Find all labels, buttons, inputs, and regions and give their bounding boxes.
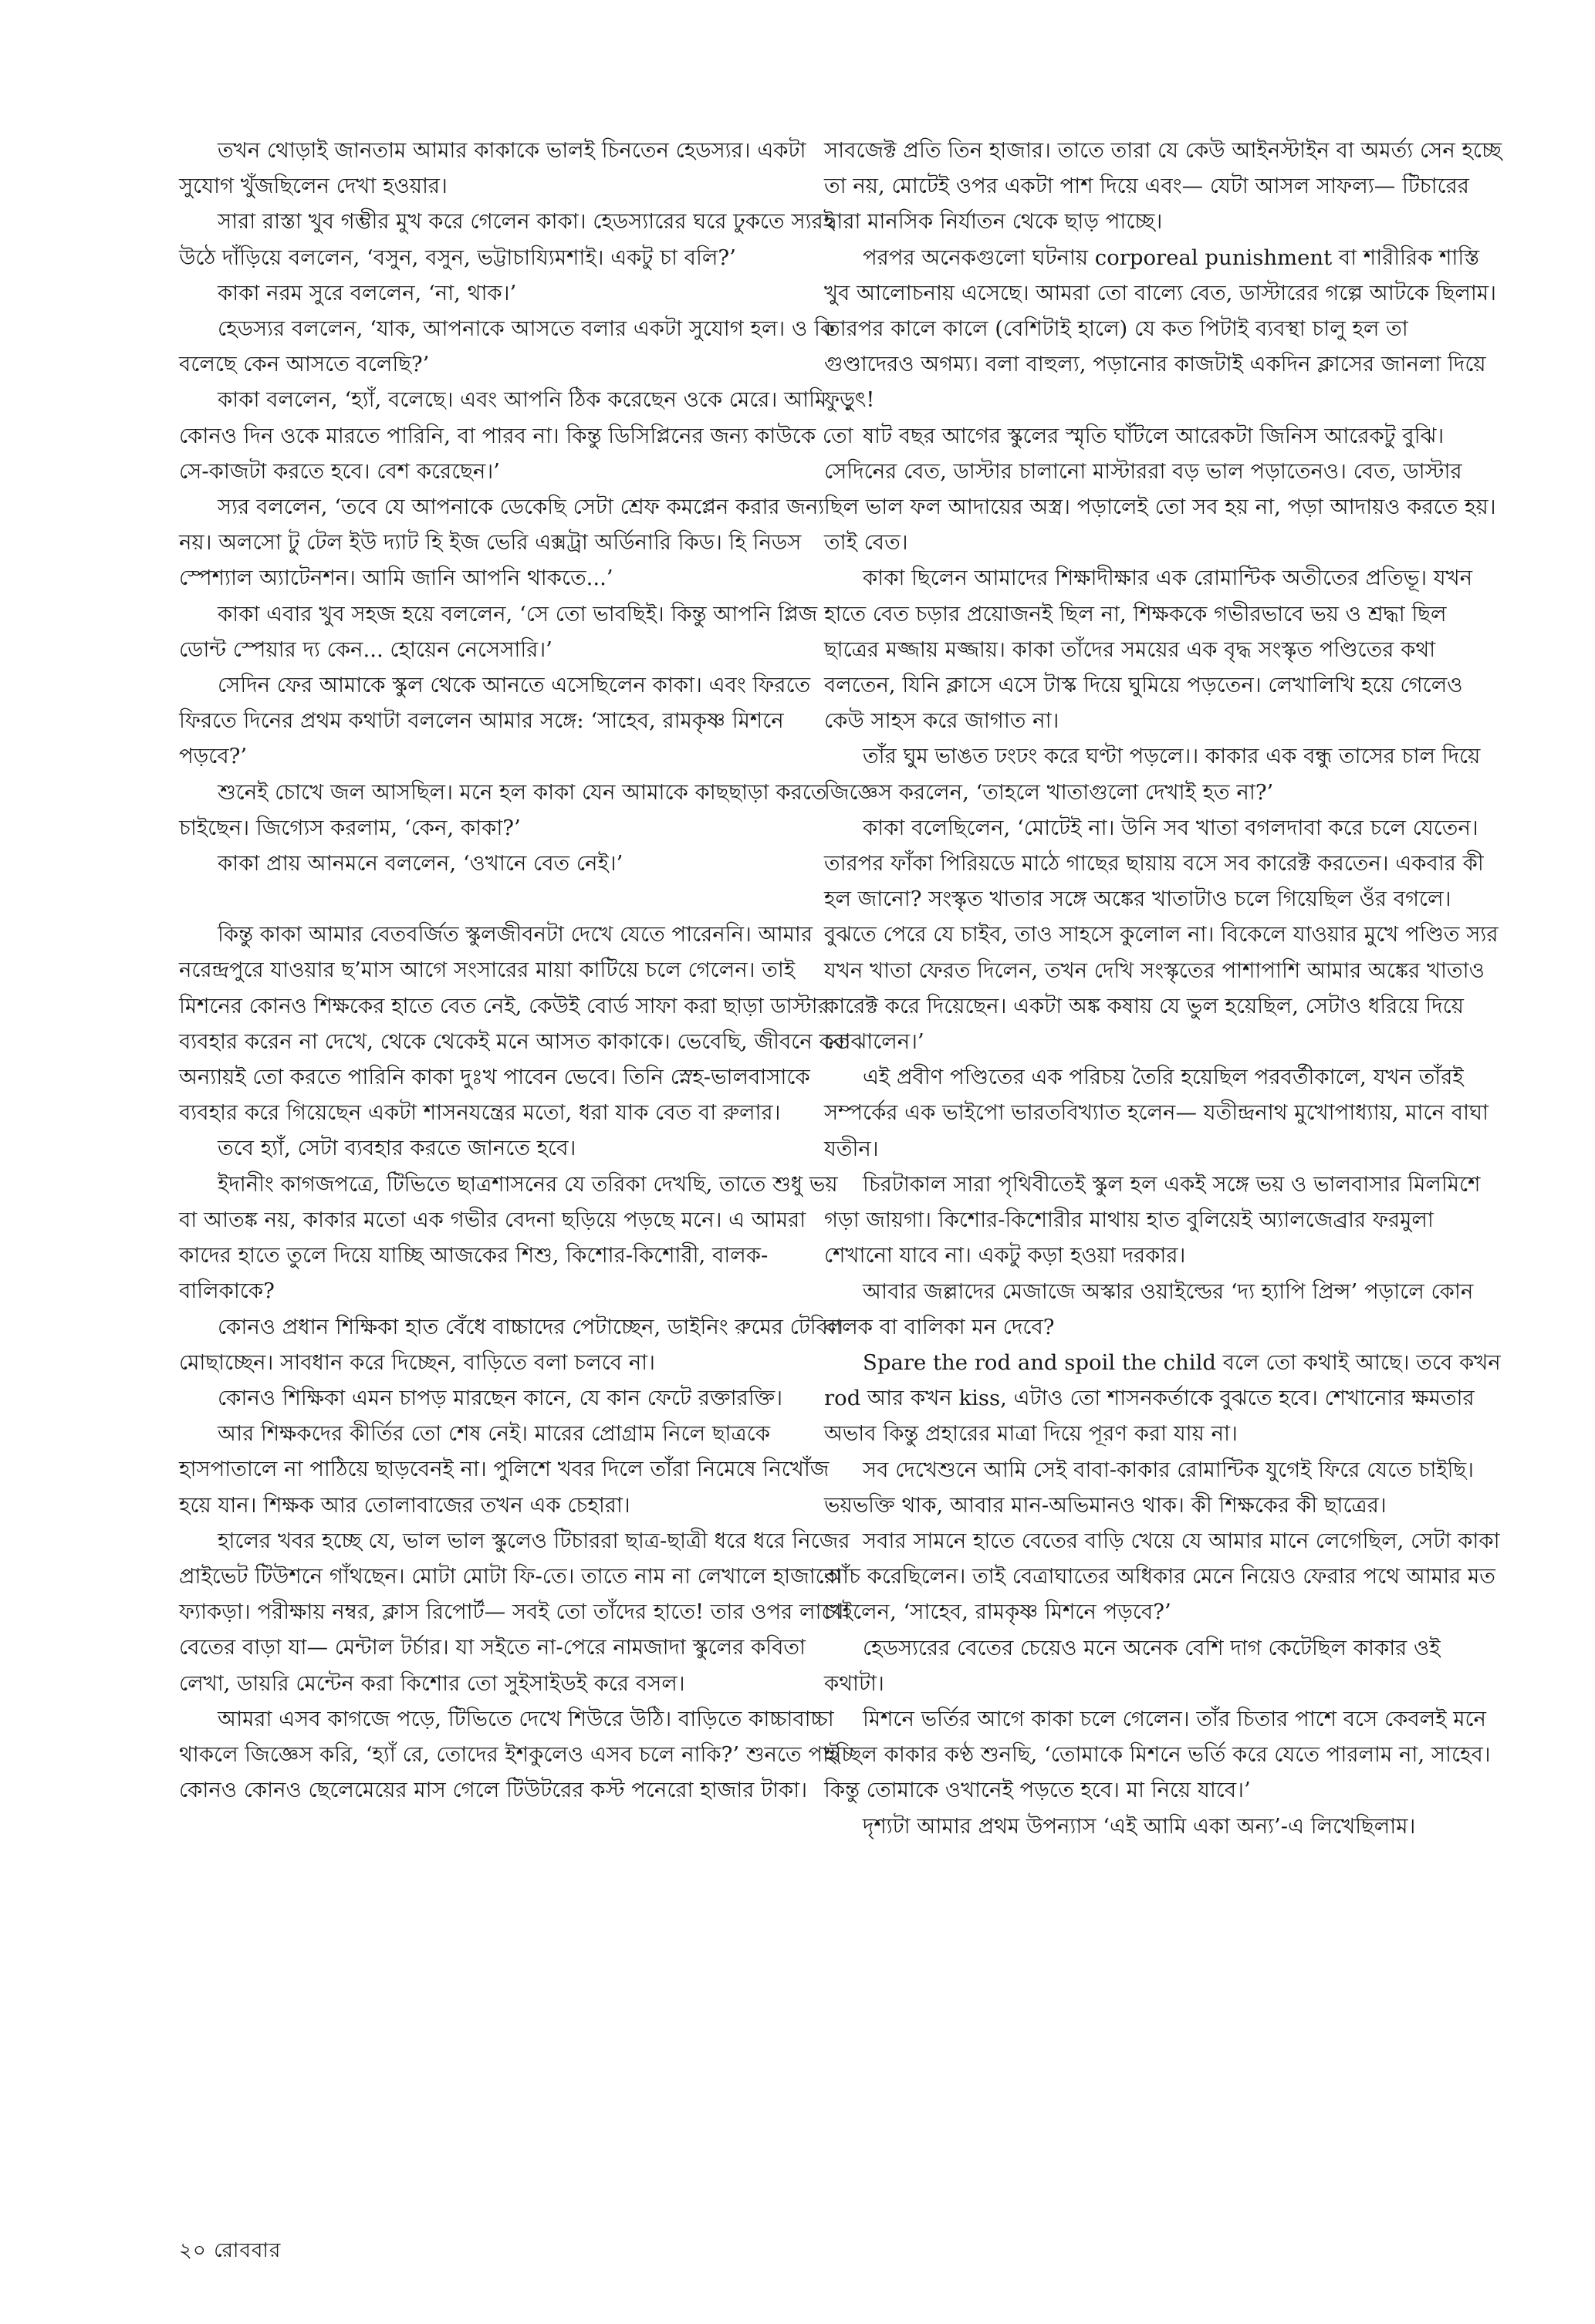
paragraph: কাকা নরম সুরে বললেন, ‘না, থাক।’ — [218, 280, 517, 306]
paragraph: শুনেই চোখে জল আসছিল। মনে হল কাকা যেন আমাকে কাছছাড়া করতে চাইছেন। জিগ্যেস করলাম, ‘কেন, কাকা?’ — [179, 779, 827, 840]
paragraph: দৃশ্যটা আমার প্রথম উপন্যাস ‘এই আমি একা অন্য’-এ লিখেছিলাম। — [863, 1813, 1416, 1839]
paragraph: সব দেখেশুনে আমি সেই বাবা-কাকার রোমান্টিক যুগেই ফিরে যেতে চাইছি। ভয়ভক্তি থাক, আবার মান-অভিমানও থাক। কী শিক্ষকের কী ছাত্রের। — [824, 1457, 1475, 1518]
paragraph: কোনও শিক্ষিকা এমন চাপড় মারছেন কানে, যে কান ফেটে রক্তারক্তি। — [218, 1385, 783, 1410]
paragraph: তবে হ্যাঁ, সেটা ব্যবহার করতে জানতে হবে। — [218, 1136, 576, 1161]
paragraph: সেদিন ফের আমাকে স্কুল থেকে আনতে এসেছিলেন কাকা। এবং ফিরতে ফিরতে দিনের প্রথম কথাটা বললেন আমার সঙ্গে: ‘সাহেব, রামকৃষ্ণ মিশনে পড়বে?’ — [179, 673, 811, 769]
paragraph: Spare the rod and spoil the child বলে তো কথাই আছে। তবে কখন rod আর কখন kiss, এটাও তো শাসনকর্তাকে বুঝতে হবে। শেখানোর ক্ষমতার অভাব কিন্তু প্রহারের মাত্রা দিয়ে পূরণ করা যায় না। — [824, 1349, 1501, 1447]
paragraph: আমরা এসব কাগজে পড়ে, টিভিতে দেখে শিউরে উঠি। বাড়িতে কাচ্চাবাচ্চা থাকলে জিজ্ঞেস করি, ‘হ্যাঁ রে, তোদের ইশকুলেও এসব চলে নাকি?’ শুনতে পাই কোনও কোনও ছেলেমেয়ের মাস গেলে টিউটরের কস্ট পনেরো হাজার টাকা। — [179, 1706, 840, 1803]
paragraph: হেডস্যরের বেতের চেয়েও মনে অনেক বেশি দাগ কেটেছিল কাকার ওই কথাটা। — [824, 1635, 1441, 1696]
paragraph: চিরটাকাল সারা পৃথিবীতেই স্কুল হল একই সঙ্গে ভয় ও ভালবাসার মিলমিশে গড়া জায়গা। কিশোর-কিশোরীর মাথায় হাত বুলিয়েই অ্যালজেব্রার ফরমুলা শেখানো যাবে না। একটু কড়া হওয়া দরকার। — [824, 1171, 1481, 1268]
page-footer: ২০ রোববার — [179, 2239, 282, 2262]
paragraph: হেডস্যর বললেন, ‘যাক, আপনাকে আসতে বলার একটা সুযোগ হল। ও কি বলেছে কেন আসতে বলেছি?’ — [179, 316, 836, 377]
paragraph: এই প্রবীণ পণ্ডিতের এক পরিচয় তৈরি হয়েছিল পরবর্তীকালে, যখন তাঁরই সম্পর্কের এক ভাইপো ভারতবিখ্যাত হলেন— যতীন্দ্রনাথ মুখোপাধ্যায়, মানে বাঘা যতীন। — [824, 1065, 1489, 1161]
paragraph: স্যর বললেন, ‘তবে যে আপনাকে ডেকেছি সেটা শ্রেফ কমপ্লেন করার জন্য নয়। অলসো টু টেল ইউ দ্যাট হি ইজ ভেরি এক্সট্রা অর্ডিনারি কিড। হি নিডস স্পেশ্যাল অ্যাটেনশন। আমি জানি আপনি থাকতে...’ — [179, 495, 825, 591]
paragraph: আর শিক্ষকদের কীর্তির তো শেষ নেই। মারের প্রোগ্রাম নিলে ছাত্রকে হাসপাতালে না পাঠিয়ে ছাড়বেনই না। পুলিশে খবর দিলে তাঁরা নিমেষে নিখোঁজ হয়ে যান। শিক্ষক আর তোলাবাজের তখন এক চেহারা। — [179, 1421, 830, 1518]
right-column — [824, 133, 1503, 1844]
paragraph: পরপর অনেকগুলো ঘটনায় corporeal punishment বা শারীরিক শাস্তি খুব আলোচনায় এসেছে। আমরা তো বাল্যে বেত, ডাস্টারের গল্পে আটকে ছিলাম। তারপর কালে কালে (বেশিটাই হালে) যে কত পিটাই ব্যবস্থা চালু হল তা গুণ্ডাদেরও অগম্য। বলা বাহুল্য, পড়ানোর কাজটাই একদিন ক্লাসের জানলা দিয়ে ফুড়ুৎ! — [824, 245, 1496, 413]
paragraph: আবার জল্লাদের মেজাজে অস্কার ওয়াইল্ডের ‘দ্য হ্যাপি প্রিন্স’ পড়ালে কোন বালক বা বালিকা মন দেবে? — [824, 1279, 1474, 1339]
paragraph: কোনও প্রধান শিক্ষিকা হাত বেঁধে বাচ্চাদের পেটাচ্ছেন, ডাইনিং রুমের টেবিল মোছাচ্ছেন। সাবধান করে দিচ্ছেন, বাড়িতে বলা চলবে না। — [179, 1314, 844, 1375]
paragraph: কাকা ছিলেন আমাদের শিক্ষাদীক্ষার এক রোমান্টিক অতীতের প্রতিভূ। যখন হাতে বেত চড়ার প্রয়োজনই ছিল না, শিক্ষককে গভীরভাবে ভয় ও শ্রদ্ধা ছিল ছাত্রের মজ্জায় মজ্জায়। কাকা তাঁদের সময়ের এক বৃদ্ধ সংস্কৃত পণ্ডিতের কথা বলতেন, যিনি ক্লাসে এসে টাস্ক দিয়ে ঘুমিয়ে পড়তেন। লেখালিখি হয়ে গেলেও কেউ সাহস করে জাগাত না। — [824, 566, 1473, 734]
paragraph: তখন থোড়াই জানতাম আমার কাকাকে ভালই চিনতেন হেডস্যর। একটা সুযোগ খুঁজছিলেন দেখা হওয়ার। — [179, 138, 806, 199]
paragraph: তাঁর ঘুম ভাঙত ঢংঢং করে ঘণ্টা পড়লে।। কাকার এক বন্ধু তাসের চাল দিয়ে জিজ্ঞেস করলেন, ‘তাহলে খাতাগুলো দেখাই হত না?’ — [824, 744, 1481, 805]
paragraph: কাকা বলেছিলেন, ‘মোটেই না। উনি সব খাতা বগলদাবা করে চলে যেতেন। তারপর ফাঁকা পিরিয়ডে মাঠে গাছের ছায়ায় বসে সব কারেক্ট করতেন। একবার কী হল জানো? সংস্কৃত খাতার সঙ্গে অঙ্কের খাতাটাও চলে গিয়েছিল ওঁর বগলে। বুঝতে পেরে যে চাইব, তাও সাহসে কুলোল না। বিকেলে যাওয়ার মুখে পণ্ডিত স্যর যখন খাতা ফেরত দিলেন, তখন দেখি সংস্কৃতের পাশাপাশি আমার অঙ্কের খাতাও কারেক্ট করে দিয়েছেন। একটা অঙ্ক কষায় যে ভুল হয়েছিল, সেটাও ধরিয়ে দিয়ে বোঝালেন।’ — [824, 815, 1499, 1055]
left-column — [179, 133, 858, 1808]
paragraph: ষাট বছর আগের স্কুলের স্মৃতি ঘাঁটলে আরেকটা জিনিস আরেকটু বুঝি। সেদিনের বেত, ডাস্টার চালানো মাস্টাররা বড় ভাল পড়াতেনও। বেত, ডাস্টার ছিল ভাল ফল আদায়ের অস্ত্র। পড়ালেই তো সব হয় না, পড়া আদায়ও করতে হয়। তাই বেত। — [824, 423, 1496, 556]
paragraph: কাকা প্রায় আনমনে বললেন, ‘ওখানে বেত নেই।’ — [218, 851, 623, 877]
paragraph: কাকা এবার খুব সহজ হয়ে বললেন, ‘সে তো ভাবছিই। কিন্তু আপনি প্লিজ ডোন্ট স্পেয়ার দ্য কেন... হোয়েন নেসেসারি।’ — [179, 601, 818, 662]
paragraph: সবার সামনে হাতে বেতের বাড়ি খেয়ে যে আমার মানে লেগেছিল, সেটা কাকা আঁচ করেছিলেন। তাই বেত্রাঘাতের অধিকার মেনে নিয়েও ফেরার পথে আমার মত চাইলেন, ‘সাহেব, রামকৃষ্ণ মিশনে পড়বে?’ — [824, 1528, 1500, 1625]
paragraph: কাকা বললেন, ‘হ্যাঁ, বলেছে। এবং আপনি ঠিক করেছেন ওকে মেরে। আমি কোনও দিন ওকে মারতে পারিনি, বা পারব না। কিন্তু ডিসিপ্লিনের জন্য কাউকে তো সে-কাজটা করতে হবে। বেশ করেছেন।’ — [179, 387, 853, 484]
paragraph: ইদানীং কাগজপত্রে, টিভিতে ছাত্রশাসনের যে তরিকা দেখছি, তাতে শুধু ভয় বা আতঙ্ক নয়, কাকার মতো এক গভীর বেদনা ছড়িয়ে পড়ছে মনে। এ আমরা কাদের হাতে তুলে দিয়ে যাচ্ছি আজকের শিশু, কিশোর-কিশোরী, বালক-বালিকাকে? — [179, 1171, 838, 1304]
paragraph: সারা রাস্তা খুব গম্ভীর মুখ করে গেলেন কাকা। হেডস্যারের ঘরে ঢুকতে স্যরই উঠে দাঁড়িয়ে বললেন, ‘বসুন, বসুন, ভট্টাচায্যিমশাই। একটু চা বলি?’ — [179, 209, 834, 270]
paragraph: হালের খবর হচ্ছে যে, ভাল ভাল স্কুলেও টিচাররা ছাত্র-ছাত্রী ধরে ধরে নিজের প্রাইভেট টিউশনে গাঁথছেন। মোটা মোটা ফি-তে। তাতে নাম না লেখালে হাজারো ফ্যাকড়া। পরীক্ষায় নম্বর, ক্লাস রিপোর্ট— সবই তো তাঁদের হাতে! তার ওপর লাখো বেতের বাড়া যা— মেন্টাল টর্চার। যা সইতে না-পেরে নামজাদা স্কুলের কবিতা লেখা, ডায়রি মেন্টেন করা কিশোর তো সুইসাইডই করে বসল। — [179, 1528, 850, 1696]
paragraph: সাবজেক্ট প্রতি তিন হাজার। তাতে তারা যে কেউ আইনস্টাইন বা অমর্ত্য সেন হচ্ছে তা নয়, মোটেই ওপর একটা পাশ দিয়ে এবং— যেটা আসল সাফল্য— টিচারের দ্বারা মানসিক নির্যাতন থেকে ছাড় পাচ্ছে। — [824, 138, 1502, 235]
paragraph: মিশনে ভর্তির আগে কাকা চলে গেলেন। তাঁর চিতার পাশে বসে কেবলই মনে হচ্ছিল কাকার কণ্ঠ শুনছি, ‘তোমাকে মিশনে ভর্তি করে যেতে পারলাম না, সাহেব। কিন্তু তোমাকে ওখানেই পড়তে হবে। মা নিয়ে যাবে।’ — [824, 1706, 1491, 1803]
paragraph: কিন্তু কাকা আমার বেতবর্জিত স্কুলজীবনটা দেখে যেতে পারেননি। আমার নরেন্দ্রপুরে যাওয়ার ছ’মাস আগে সংসারের মায়া কাটিয়ে চলে গেলেন। তাই মিশনের কোনও শিক্ষকের হাতে বেত নেই, কেউই বোর্ড সাফা করা ছাড়া ডাস্টার ব্যবহার করেন না দেখে, থেকে থেকেই মনে আসত কাকাকে। ভেবেছি, জীবনে কত অন্যায়ই তো করতে পারিনি কাকা দুঃখ পাবেন ভেবে। তিনি স্নেহ-ভালবাসাকে ব্যবহার করে গিয়েছেন একটা শাসনযন্ত্রের মতো, ধরা যাক বেত বা রুলার। — [179, 922, 850, 1126]
